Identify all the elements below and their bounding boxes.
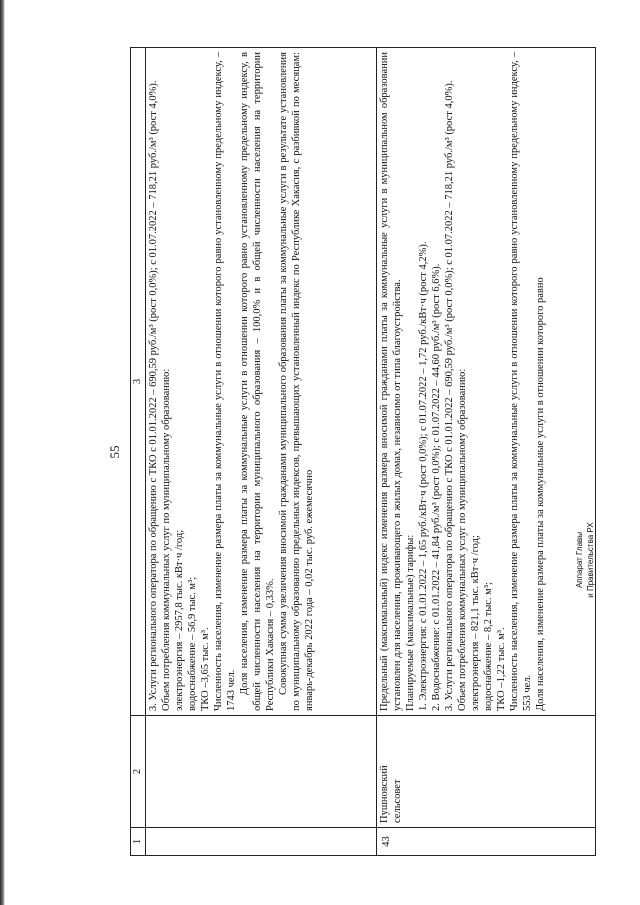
text-line: Численность населения, изменение размера платы за коммунальные услуги в отношении которого равно установленному предельному индексу, – 1743 чел. bbox=[213, 52, 237, 711]
office-stamp bbox=[575, 495, 595, 625]
tariff-table bbox=[130, 47, 596, 856]
text-line: электроэнергия – 821,1 тыс. кВт·ч /год; bbox=[470, 535, 481, 711]
text-line: Доля населения, изменение размера платы за коммунальные услуги в отношении которого равно bbox=[535, 277, 546, 711]
text-line: водоснабжение – 8,2 тыс. м³; bbox=[483, 582, 494, 711]
text-line: водоснабжение – 56,9 тыс. м³; bbox=[187, 576, 198, 711]
table-row bbox=[377, 48, 596, 856]
text-line: Доля населения, изменение размера платы за коммунальные услуги в отношении которого равно установленному предельному индексу, в общей численности населения на территории муниципального образования – 100,0% и в общей численности населения на территории Республики Хакасия – 0,33%. bbox=[239, 52, 276, 711]
scan-edge bbox=[0, 0, 5, 905]
row-number bbox=[146, 828, 377, 856]
text-line: 3. Услуги регионального оператора по обращению с ТКО с 01.01.2022 – 690,59 руб./м³ (рост 0,0%); с 01.07.2022 – 718,21 руб./м³ (рост 4,0%). bbox=[148, 80, 159, 711]
stamp-line-2: и Правительства РХ bbox=[586, 522, 595, 598]
text-line: Численность населения, изменение размера платы за коммунальные услуги в отношении которого равно установленному предельному индексу, – 553 чел. bbox=[509, 52, 533, 711]
text-line: электроэнергия – 2957,8 тыс. кВт·ч /год; bbox=[174, 529, 185, 711]
text-line: ТКО –3,65 тыс. м³. bbox=[200, 627, 211, 711]
municipality-name bbox=[146, 716, 377, 828]
column-header-1: 1 bbox=[131, 828, 146, 856]
text-line: 3. Услуги регионального оператора по обращению с ТКО с 01.01.2022 – 690,59 руб./м³ (рост 0,0%); с 01.07.2022 – 718,21 руб./м³ (рост 4,0%). bbox=[444, 80, 455, 711]
column-header-2: 2 bbox=[131, 716, 146, 828]
table-header-row bbox=[131, 48, 146, 856]
table-row bbox=[146, 48, 377, 856]
text-line: Объем потребления коммунальных услуг по муниципальному образованию: bbox=[161, 368, 172, 711]
text-line: 1. Электроэнергия: с 01.01.2022 – 1,65 руб./кВт·ч (рост 0,0%); с 01.07.2022 – 1,72 руб./кВт·ч (рост 4,2%). bbox=[418, 241, 429, 711]
text-line: Предельный (максимальный) индекс изменения размера вносимой гражданами платы за коммунальные услуги в муниципальном образовании установлен для населения, проживающего в жилых домах, независимо от типа благоустройства. bbox=[379, 52, 403, 711]
page-number: 55 bbox=[107, 445, 122, 459]
column-header-3: 3 bbox=[131, 48, 146, 716]
text-line: Планируемые (максимальные) тарифы: bbox=[405, 534, 416, 711]
stamp-line-1: Аппарат Главы bbox=[575, 531, 584, 589]
text-line: 2. Водоснабжение: с 01.01.2022 – 41,84 руб./м³ (рост 0,0%); с 01.07.2022 – 44,60 руб./м³ (рост 6,6%). bbox=[431, 263, 442, 711]
text-line: Объем потребления коммунальных услуг по муниципальному образованию: bbox=[457, 368, 468, 711]
text-line: Совокупная сумма увеличения вносимой гражданами муниципального образования платы за коммунальные услуги в результате установления по муниципальному образованию предельных индексов, превышающих установленный индекс по Республике Хакасия, с разбивкой по месяцам: январь-декабрь 2022 года – 0,02 тыс. руб. ежемесячно bbox=[278, 52, 315, 711]
text-line: ТКО –1,22 тыс. м³. bbox=[496, 627, 507, 711]
rotated-page bbox=[100, 48, 576, 856]
municipality-name: Пушновский сельсовет bbox=[377, 716, 596, 828]
row-content bbox=[377, 48, 596, 716]
row-content bbox=[146, 48, 377, 716]
row-number: 43 bbox=[377, 828, 596, 856]
